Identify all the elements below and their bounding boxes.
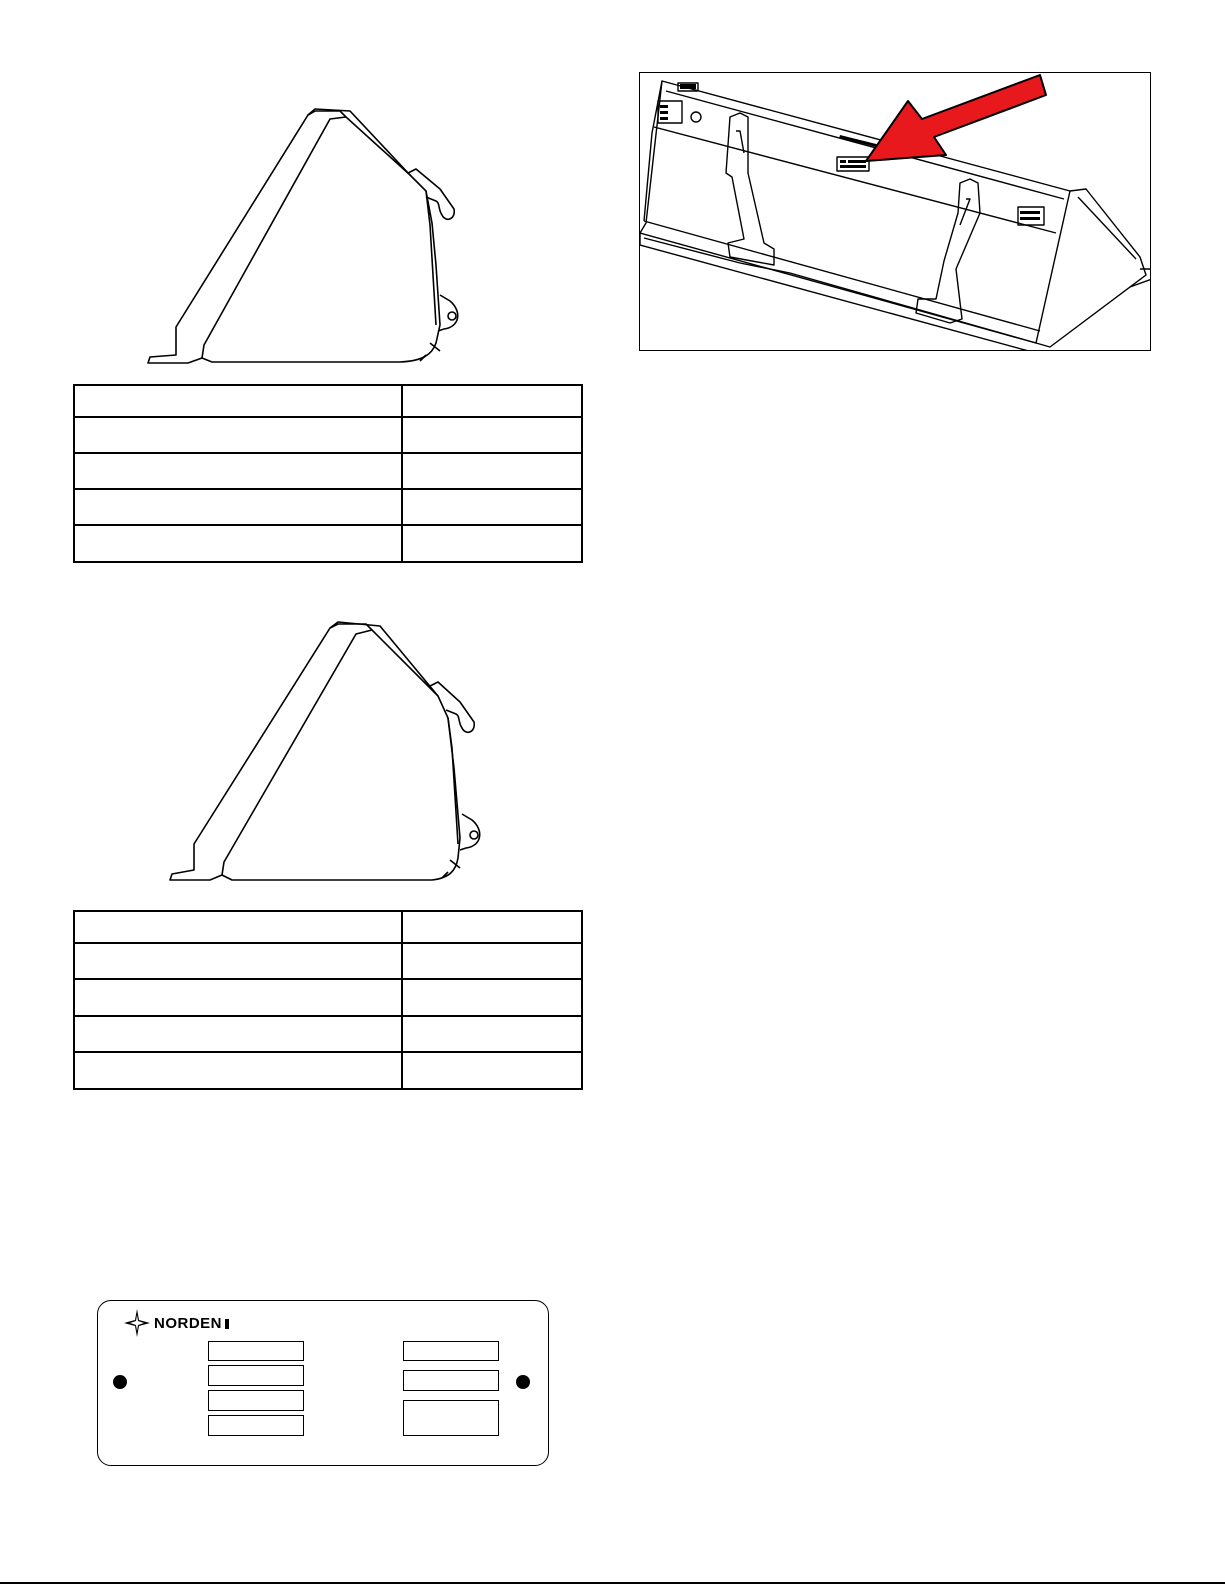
plate-field [208, 1341, 304, 1361]
bucket-side-view-2-svg [160, 618, 500, 888]
table-cell [402, 489, 582, 525]
table-row [74, 911, 582, 943]
brand-name: NORDEN [154, 1314, 223, 1332]
norden-brand [124, 1309, 229, 1337]
table-cell [402, 1016, 582, 1052]
page-bottom-rule [0, 1582, 1225, 1584]
table-cell [74, 1052, 402, 1089]
plate-field [208, 1415, 304, 1436]
table-cell [74, 417, 402, 453]
table-cell [402, 385, 582, 417]
table-cell [74, 385, 402, 417]
table-row [74, 1016, 582, 1052]
table-cell [74, 453, 402, 489]
table-cell [74, 1016, 402, 1052]
plate-field [403, 1341, 499, 1361]
bucket-side-view-1-svg [140, 105, 480, 375]
table-cell [74, 911, 402, 943]
plate-field [208, 1365, 304, 1386]
table-cell [74, 943, 402, 979]
table-cell [402, 417, 582, 453]
plate-field [208, 1390, 304, 1411]
bucket-side-view-1 [140, 105, 480, 375]
bucket-photo-frame [639, 72, 1151, 351]
table-row [74, 489, 582, 525]
spec-table-1 [73, 384, 583, 563]
table-cell [74, 525, 402, 562]
table-cell [402, 979, 582, 1016]
plate-field [403, 1370, 499, 1391]
table-cell [402, 911, 582, 943]
brand-mark-icon [225, 1319, 229, 1329]
table-row [74, 453, 582, 489]
serial-number-plate [97, 1300, 549, 1466]
table-row [74, 979, 582, 1016]
bucket-side-view-2 [160, 618, 500, 888]
table-row [74, 417, 582, 453]
table-cell [74, 489, 402, 525]
table-cell [402, 1052, 582, 1089]
spec-table-2 [73, 910, 583, 1090]
table-cell [402, 453, 582, 489]
table-row [74, 525, 582, 562]
table-cell [402, 525, 582, 562]
table-cell [74, 979, 402, 1016]
table-row [74, 943, 582, 979]
table-row [74, 385, 582, 417]
plate-field-large [403, 1400, 499, 1436]
table-row [74, 1052, 582, 1089]
plate-mount-hole-right [516, 1375, 530, 1389]
location-arrow [866, 75, 1046, 161]
bucket-perspective-drawing [640, 73, 1151, 351]
plate-mount-hole-left [113, 1375, 127, 1389]
norden-star-logo-icon [124, 1309, 150, 1337]
table-cell [402, 943, 582, 979]
